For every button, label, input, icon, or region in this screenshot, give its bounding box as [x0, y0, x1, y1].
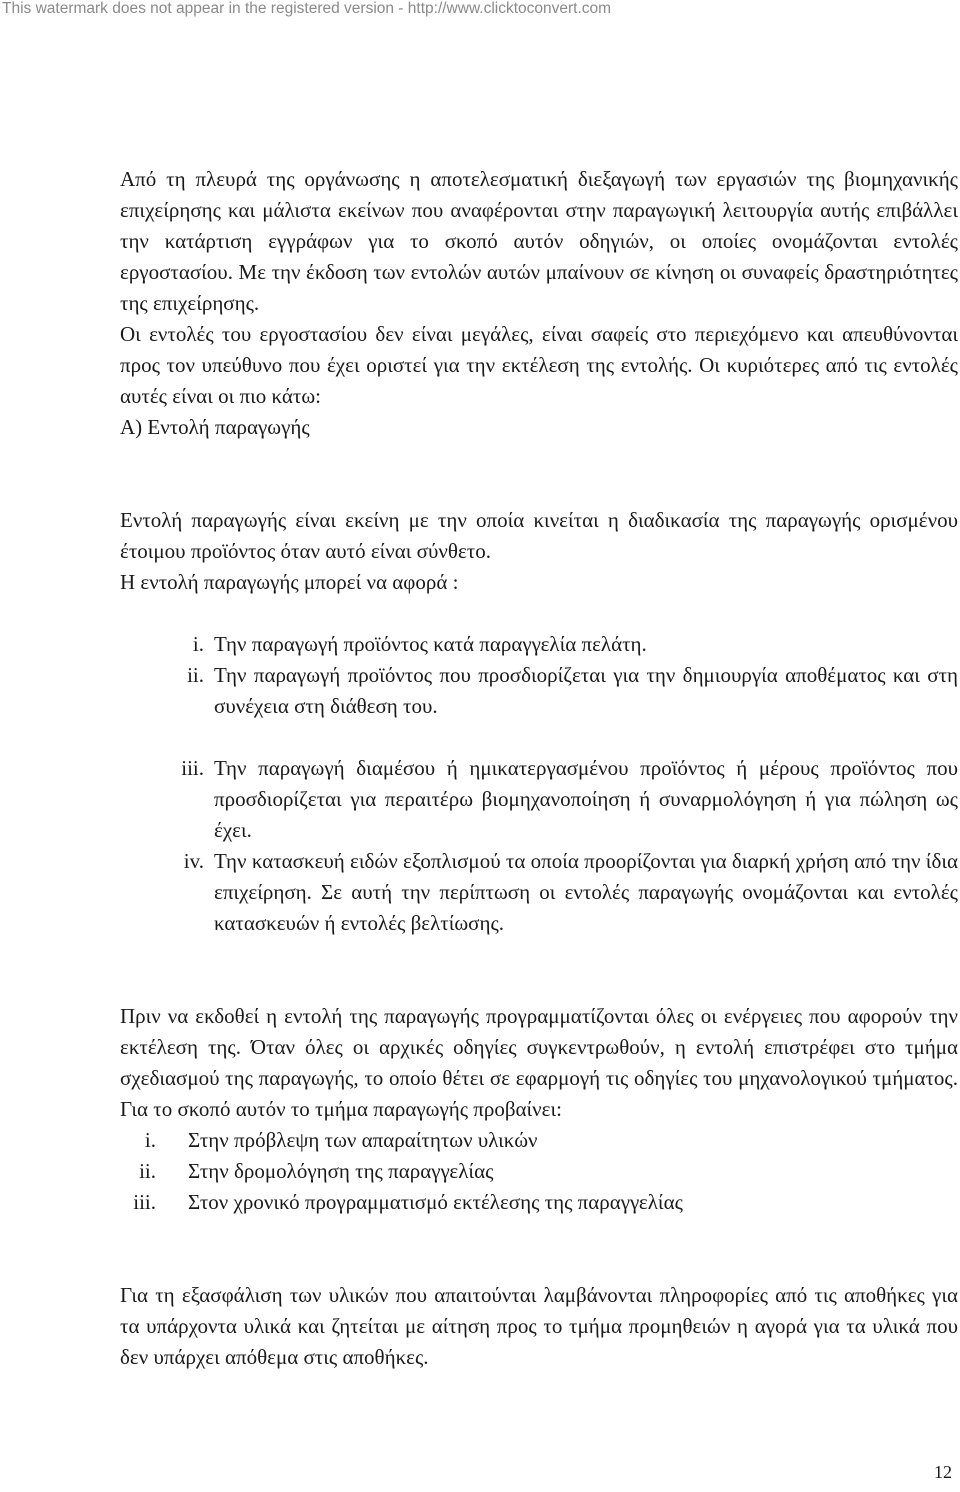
production-order-list: [120, 629, 958, 939]
list-item-number: i.: [144, 1128, 156, 1152]
list-item-text: Την παραγωγή διαμέσου ή ημικατεργασμένου προϊόντος ή μέρους προϊόντος που προσδιορίζεται για περαιτέρω βιομηχανοποίηση ή συναρμολόγηση ή για πώληση ως έχει.: [214, 756, 958, 842]
list-item: [120, 1156, 958, 1187]
concerns-line: Η εντολή παραγωγής μπορεί να αφορά :: [120, 570, 459, 594]
definition-paragraph: Εντολή παραγωγής είναι εκείνη με την οποία κινείται η διαδικασία της παραγωγής ορισμένου έτοιμου προϊόντος όταν αυτό είναι σύνθετο.: [120, 508, 958, 563]
section-heading: Α) Εντολή παραγωγής: [120, 415, 310, 439]
list-item-text: Στον χρονικό προγραμματισμό εκτέλεσης της παραγγελίας: [188, 1190, 683, 1214]
list-item: [120, 660, 958, 722]
list-item-number: i.: [192, 632, 204, 656]
list-item-text: Στην δρομολόγηση της παραγγελίας: [188, 1159, 494, 1183]
document-body: [120, 164, 958, 1373]
before-issue-paragraph: Πριν να εκδοθεί η εντολή της παραγωγής προγραμματίζονται όλες οι ενέργειες που αφορούν την εκτέλεση της. Όταν όλες οι αρχικές οδηγίες συγκεντρωθούν, η εντολή επιστρέφει στο τμήμα σχεδιασμού της παραγωγής, το οποίο θέτει σε εφαρμογή τις οδηγίες του μηχανολογικού τμήματος. Για το σκοπό αυτόν το τμήμα παραγωγής προβαίνει:: [120, 1004, 958, 1121]
list-item-text: Την παραγωγή προϊόντος κατά παραγγελία πελάτη.: [214, 632, 647, 656]
intro-paragraph: Από τη πλευρά της οργάνωσης η αποτελεσματική διεξαγωγή των εργασιών της βιομηχανικής επιχείρησης και μάλιστα εκείνων που αναφέρονται στην παραγωγική λειτουργία αυτής επιβάλλει την κατάρτιση εγγράφων για το σκοπό αυτόν οδηγιών, οι οποίες ονομάζονται εντολές εργοστασίου. Με την έκδοση των εντολών αυτών μπαίνουν σε κίνηση οι συναφείς δραστηριότητες της επιχείρησης.: [120, 167, 958, 315]
watermark-link[interactable]: http://www.clicktoconvert.com: [407, 0, 612, 17]
list-item-text: Την κατασκευή ειδών εξοπλισμού τα οποία προορίζονται για διαρκή χρήση από την ίδια επιχείρηση. Σε αυτή την περίπτωση οι εντολές παραγωγής ονομάζονται και εντολές κατασκευών ή εντολές βελτίωσης.: [214, 849, 958, 935]
watermark-text: This watermark does not appear in the registered version -: [2, 0, 408, 17]
list-item-number: ii.: [139, 1159, 156, 1183]
list-item-number: ii.: [187, 663, 204, 687]
list-item-text: Στην πρόβλεψη των απαραίτητων υλικών: [188, 1128, 538, 1152]
list-item-number: iii.: [133, 1190, 156, 1214]
list-item: [120, 1187, 958, 1218]
materials-paragraph: Για τη εξασφάλιση των υλικών που απαιτούνται λαμβάνονται πληροφορίες από τις αποθήκες για τα υπάρχοντα υλικά και ζητείται με αίτηση προς το τμήμα προμηθειών η αγορά για τα υλικά που δεν υπάρχει απόθεμα στις αποθήκες.: [120, 1283, 958, 1369]
department-actions-list: [120, 1125, 958, 1218]
list-item-text: Την παραγωγή προϊόντος που προσδιορίζεται για την δημιουργία αποθέματος και στη συνέχεια στη διάθεση του.: [214, 663, 958, 718]
list-item: [120, 846, 958, 939]
list-item: [120, 1125, 958, 1156]
page-number: 12: [934, 1462, 952, 1482]
list-item-number: iii.: [181, 756, 204, 780]
watermark-banner: [2, 0, 611, 18]
list-item: [120, 629, 958, 660]
list-item-number: iv.: [183, 849, 204, 873]
orders-paragraph: Οι εντολές του εργοστασίου δεν είναι μεγάλες, είναι σαφείς στο περιεχόμενο και απευθύνονται προς τον υπεύθυνο που έχει οριστεί για την εκτέλεση της εντολής. Οι κυριότερες από τις εντολές αυτές είναι οι πιο κάτω:: [120, 322, 958, 408]
list-item: [120, 753, 958, 846]
